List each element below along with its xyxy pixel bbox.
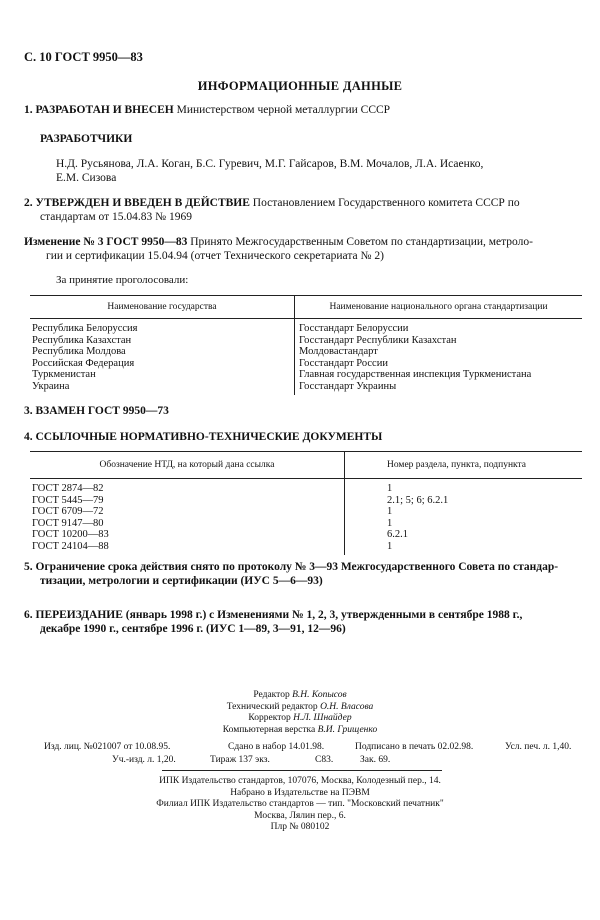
publisher-line-1: ИПК Издательство стандартов, 107076, Москва, Колодезный пер., 14. [159,776,441,786]
amendment-line-2: гии и сертификации 15.04.94 (отчет Технического секретариата № 2) [46,250,384,262]
vote-state: Украина [32,380,70,392]
amendment [24,235,594,263]
vote-row [30,358,582,370]
editor-name: В.Н. Копысов [292,690,347,700]
corrector-role: Корректор [248,713,291,723]
section-5-line-1: Ограничение срока действия снято по протоколу № 3—93 Межгосударственного Совета по стандар- [35,561,559,573]
tech-editor-role: Технический редактор [226,701,318,712]
section-5-line-2: тизации, метрологии и сертификации (ИУС 5—6—93) [40,575,323,587]
editor-role: Редактор [253,690,290,700]
vote-row [30,381,582,393]
imprint-divider [162,770,442,771]
imprint-c: С83. [315,755,334,765]
ref-col-document: Обозначение НТД, на который дана ссылка [30,452,345,479]
developers-list [56,157,596,185]
page-title: ИНФОРМАЦИОННЫЕ ДАННЫЕ [197,79,403,93]
section-3-number: 3. [24,405,33,417]
section-6-line-2: декабре 1990 г., сентябре 1996 г. (ИУС 1—89, 3—91, 12—96) [40,623,346,635]
page-header: С. 10 ГОСТ 9950—83 [24,50,143,64]
vote-label: За принятие проголосовали: [56,274,189,286]
section-3 [24,404,169,418]
imprint-uch: Уч.-изд. л. 1,20. [112,755,176,765]
publisher-line-4: Москва, Лялин пер., 6. [254,810,346,821]
tech-editor-name: О.Н. Власова [320,701,374,712]
vote-state: Российская Федерация [32,357,135,369]
imprint-sent: Сдано в набор 14.01.98. [228,742,325,752]
ref-row [30,483,582,495]
ref-document: ГОСТ 24104—88 [32,540,109,552]
vote-body-name: Молдовастандарт [295,346,583,358]
amendment-text: Принято Межгосударственным Советом по стандартизации, метроло- [190,236,533,248]
vote-col-state: Наименование государства [30,296,295,319]
ref-document: ГОСТ 6709—72 [32,506,104,517]
ref-section: 1 [345,518,583,530]
ref-row [30,518,582,530]
vote-state: Туркменистан [32,369,96,380]
ref-section: 6.2.1 [345,529,583,541]
vote-state: Республика Казахстан [32,334,132,346]
section-2-text: Постановлением Государственного комитета СССР по [252,197,520,209]
publisher-line-3: Филиал ИПК Издательство стандартов — тип. "Московский печатник" [156,799,444,809]
section-4-text: ССЫЛОЧНЫЕ НОРМАТИВНО-ТЕХНИЧЕСКИЕ ДОКУМЕНТЫ [35,431,383,443]
section-6-lead: ПЕРЕИЗДАНИЕ [35,609,123,621]
reference-table [30,451,582,555]
vote-body-name: Госстандарт России [295,358,583,370]
imprint-signed: Подписано в печать 02.02.98. [355,742,474,752]
ref-col-section: Номер раздела, пункта, подпункта [345,452,583,479]
vote-row [30,346,582,358]
section-6 [24,608,594,636]
ref-section: 2.1; 5; 6; 6.2.1 [345,495,583,507]
vote-state: Республика Молдова [32,346,126,357]
layout-role: Компьютерная верстка [222,724,316,735]
editors-block [0,690,600,736]
vote-body-name: Госстандарт Белоруссии [295,323,583,335]
section-1-text: Министерством черной металлургии СССР [176,104,391,116]
section-6-number: 6. [24,609,33,621]
developers-line-2: Е.М. Сизова [56,172,117,184]
section-2-line-2: стандартам от 15.04.83 № 1969 [40,211,192,223]
vote-row [30,323,582,335]
ref-row [30,541,582,553]
developers-line-1: Н.Д. Русьянова, Л.А. Коган, Б.С. Гуревич, М.Г. Гайсаров, В.М. Мочалов, Л.А. Исаенко, [56,158,484,170]
imprint-zak: Зак. 69. [360,755,391,765]
ref-document: ГОСТ 5445—79 [32,494,104,506]
ref-row [30,506,582,518]
section-4-number: 4. [24,431,33,443]
vote-table [30,295,582,395]
corrector-name: Н.Л. Шнайдер [293,713,352,723]
vote-row [30,335,582,347]
section-6-line-1: (январь 1998 г.) с Изменениями № 1, 2, 3, утвержденными в сентябре 1988 г., [125,609,523,621]
vote-row [30,369,582,381]
ref-section: 1 [345,506,583,518]
ref-section: 1 [345,483,583,495]
vote-col-body: Наименование национального органа стандартизации [295,296,583,319]
imprint-license: Изд. лиц. №021007 от 10.08.95. [44,742,171,752]
ref-document: ГОСТ 10200—83 [32,529,109,540]
layout-name: В.И. Грищенко [317,724,378,735]
vote-body-name: Главная государственная инспекция Туркменистана [295,369,583,381]
developers-heading: РАЗРАБОТЧИКИ [40,133,133,145]
ref-document: ГОСТ 2874—82 [32,483,104,494]
section-1-lead: РАЗРАБОТАН И ВНЕСЕН [35,104,174,116]
section-4 [24,430,382,444]
vote-state: Республика Белоруссия [32,323,138,334]
publisher-line-2: Набрано в Издательстве на ПЭВМ [230,787,370,798]
ref-section: 1 [345,541,583,553]
ref-document: ГОСТ 9147—80 [32,517,104,529]
section-2 [24,196,594,224]
ref-row [30,495,582,507]
section-5-number: 5. [24,561,33,573]
section-5 [24,560,594,588]
ref-row [30,529,582,541]
section-3-text: ВЗАМЕН ГОСТ 9950—73 [35,405,169,417]
imprint-tirazh: Тираж 137 экз. [210,755,270,765]
section-1 [24,103,584,117]
vote-body-name: Госстандарт Украины [295,381,583,393]
vote-body-name: Госстандарт Республики Казахстан [295,335,583,347]
publisher-line-5: Плр № 080102 [270,822,330,832]
section-1-number: 1. [24,104,33,116]
publisher-block [0,776,600,834]
amendment-lead: Изменение № 3 ГОСТ 9950—83 [24,236,188,248]
section-2-lead: УТВЕРЖДЕН И ВВЕДЕН В ДЕЙСТВИЕ [35,197,250,209]
section-2-number: 2. [24,197,33,209]
imprint-usl: Усл. печ. л. 1,40. [505,742,572,752]
